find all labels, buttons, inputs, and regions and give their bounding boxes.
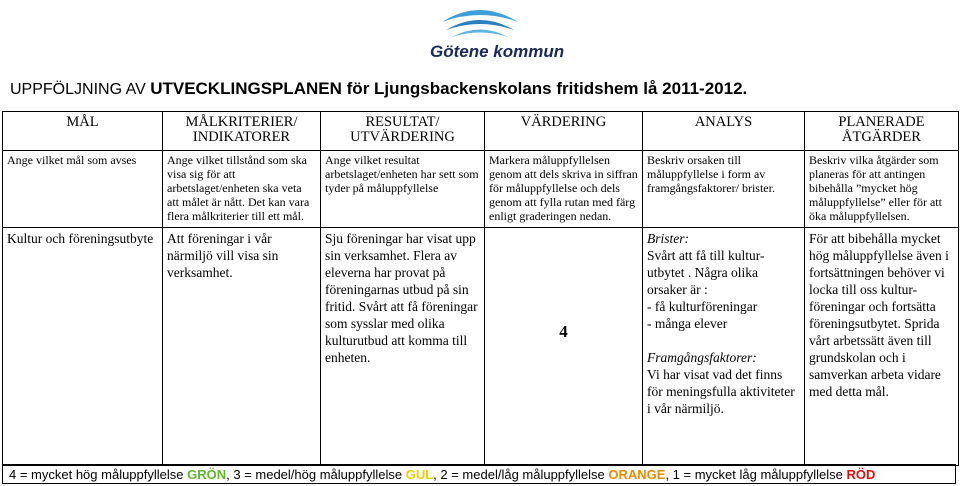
logo-text: Götene kommun [430, 42, 565, 61]
instr-atgarder: Beskriv vilka åtgärder som planeras för att antingen bibehålla ”mycket hög måluppfyllelse” eller för att öka måluppfyllelsen. [805, 151, 959, 228]
page-heading [10, 79, 747, 99]
legend-text-4: 4 = mycket hög måluppfyllelse [9, 467, 188, 482]
instr-analys: Beskriv orsaken till måluppfyllelse i form av framgångsfaktorer/ brister. [643, 151, 805, 228]
legend-green: GRÖN [187, 467, 227, 482]
goal-resultat: Sju föreningar har visat upp sin verksamhet. Flera av eleverna har provat på föreningarnas utbud på sin fritid. Svårt att få föreningar som sysslar med olika kulturutbud att komma till enheten. [321, 228, 485, 466]
col-header-vardering: VÄRDERING [485, 112, 643, 151]
instruction-row [3, 151, 959, 228]
framgang-text: Vi har visat vad det finns för meningsfulla aktiviteter i vår närmiljö. [647, 367, 795, 416]
col-header-atgarder: PLANERADE ÅTGÄRDER [805, 112, 959, 151]
brister-text: Svårt att få till kultur-utbytet . Några olika orsaker är : [647, 248, 765, 297]
heading-prefix: UPPFÖLJNING AV [10, 81, 151, 98]
brister-label: Brister: [647, 231, 689, 246]
goal-analys [643, 228, 805, 466]
instr-kriterier: Ange vilket tillstånd som ska visa sig för att arbetslaget/enheten ska veta att målet är nått. Det kan vara flera målkriterier till ett mål. [163, 151, 321, 228]
legend-red: RÖD [846, 467, 876, 482]
col-header-kriterier: MÅLKRITERIER/ INDIKATORER [163, 112, 321, 151]
legend-yellow: GUL [405, 467, 434, 482]
goal-mal: Kultur och föreningsutbyte [3, 228, 163, 466]
col-header-resultat: RESULTAT/ UTVÄRDERING [321, 112, 485, 151]
goal-kriterier: Att föreningar i vår närmiljö vill visa sin verksamhet. [163, 228, 321, 466]
wave-logo-icon [438, 4, 522, 42]
legend-text-3: , 3 = medel/hög måluppfyllelse [226, 467, 406, 482]
grading-legend [2, 464, 956, 484]
gotene-logo [420, 0, 565, 66]
col-header-analys: ANALYS [643, 112, 805, 151]
heading-strong: UTVECKLINGSPLANEN för Ljungsbackenskolans fritidshem lå 2011-2012. [150, 79, 748, 98]
instr-vardering: Markera måluppfyllelsen genom att dels skriva in siffran för måluppfyllelse och dels genom att fylla rutan med färg enligt graderingen nedan. [485, 151, 643, 228]
legend-orange: ORANGE [608, 467, 666, 482]
instr-mal: Ange vilket mål som avses [3, 151, 163, 228]
col-header-mal: MÅL [3, 112, 163, 151]
goal-atgarder: För att bibehålla mycket hög måluppfyllelse även i fortsättningen behöver vi locka till oss kultur-föreningar och fortsätta föreningsutbytet. Sprida vårt arbetssätt även till grundskolan och i samverkan arbeta vidare med detta mål. [805, 228, 959, 466]
follow-up-table [2, 111, 959, 466]
vardering-value: 4 [559, 322, 568, 341]
vardering-color-box [488, 243, 639, 462]
goal-row [3, 228, 959, 466]
header-row [3, 112, 959, 151]
goal-vardering-cell [485, 228, 643, 466]
legend-text-1: , 1 = mycket låg måluppfyllelse [665, 467, 847, 482]
brister-item-2: - många elever [647, 316, 728, 331]
legend-text-2: , 2 = medel/låg måluppfyllelse [433, 467, 609, 482]
instr-resultat: Ange vilket resultat arbetslaget/enheten har sett som tyder på måluppfyllelse [321, 151, 485, 228]
brister-item-1: - få kulturföreningar [647, 299, 758, 314]
framgang-label: Framgångsfaktorer: [647, 350, 757, 365]
